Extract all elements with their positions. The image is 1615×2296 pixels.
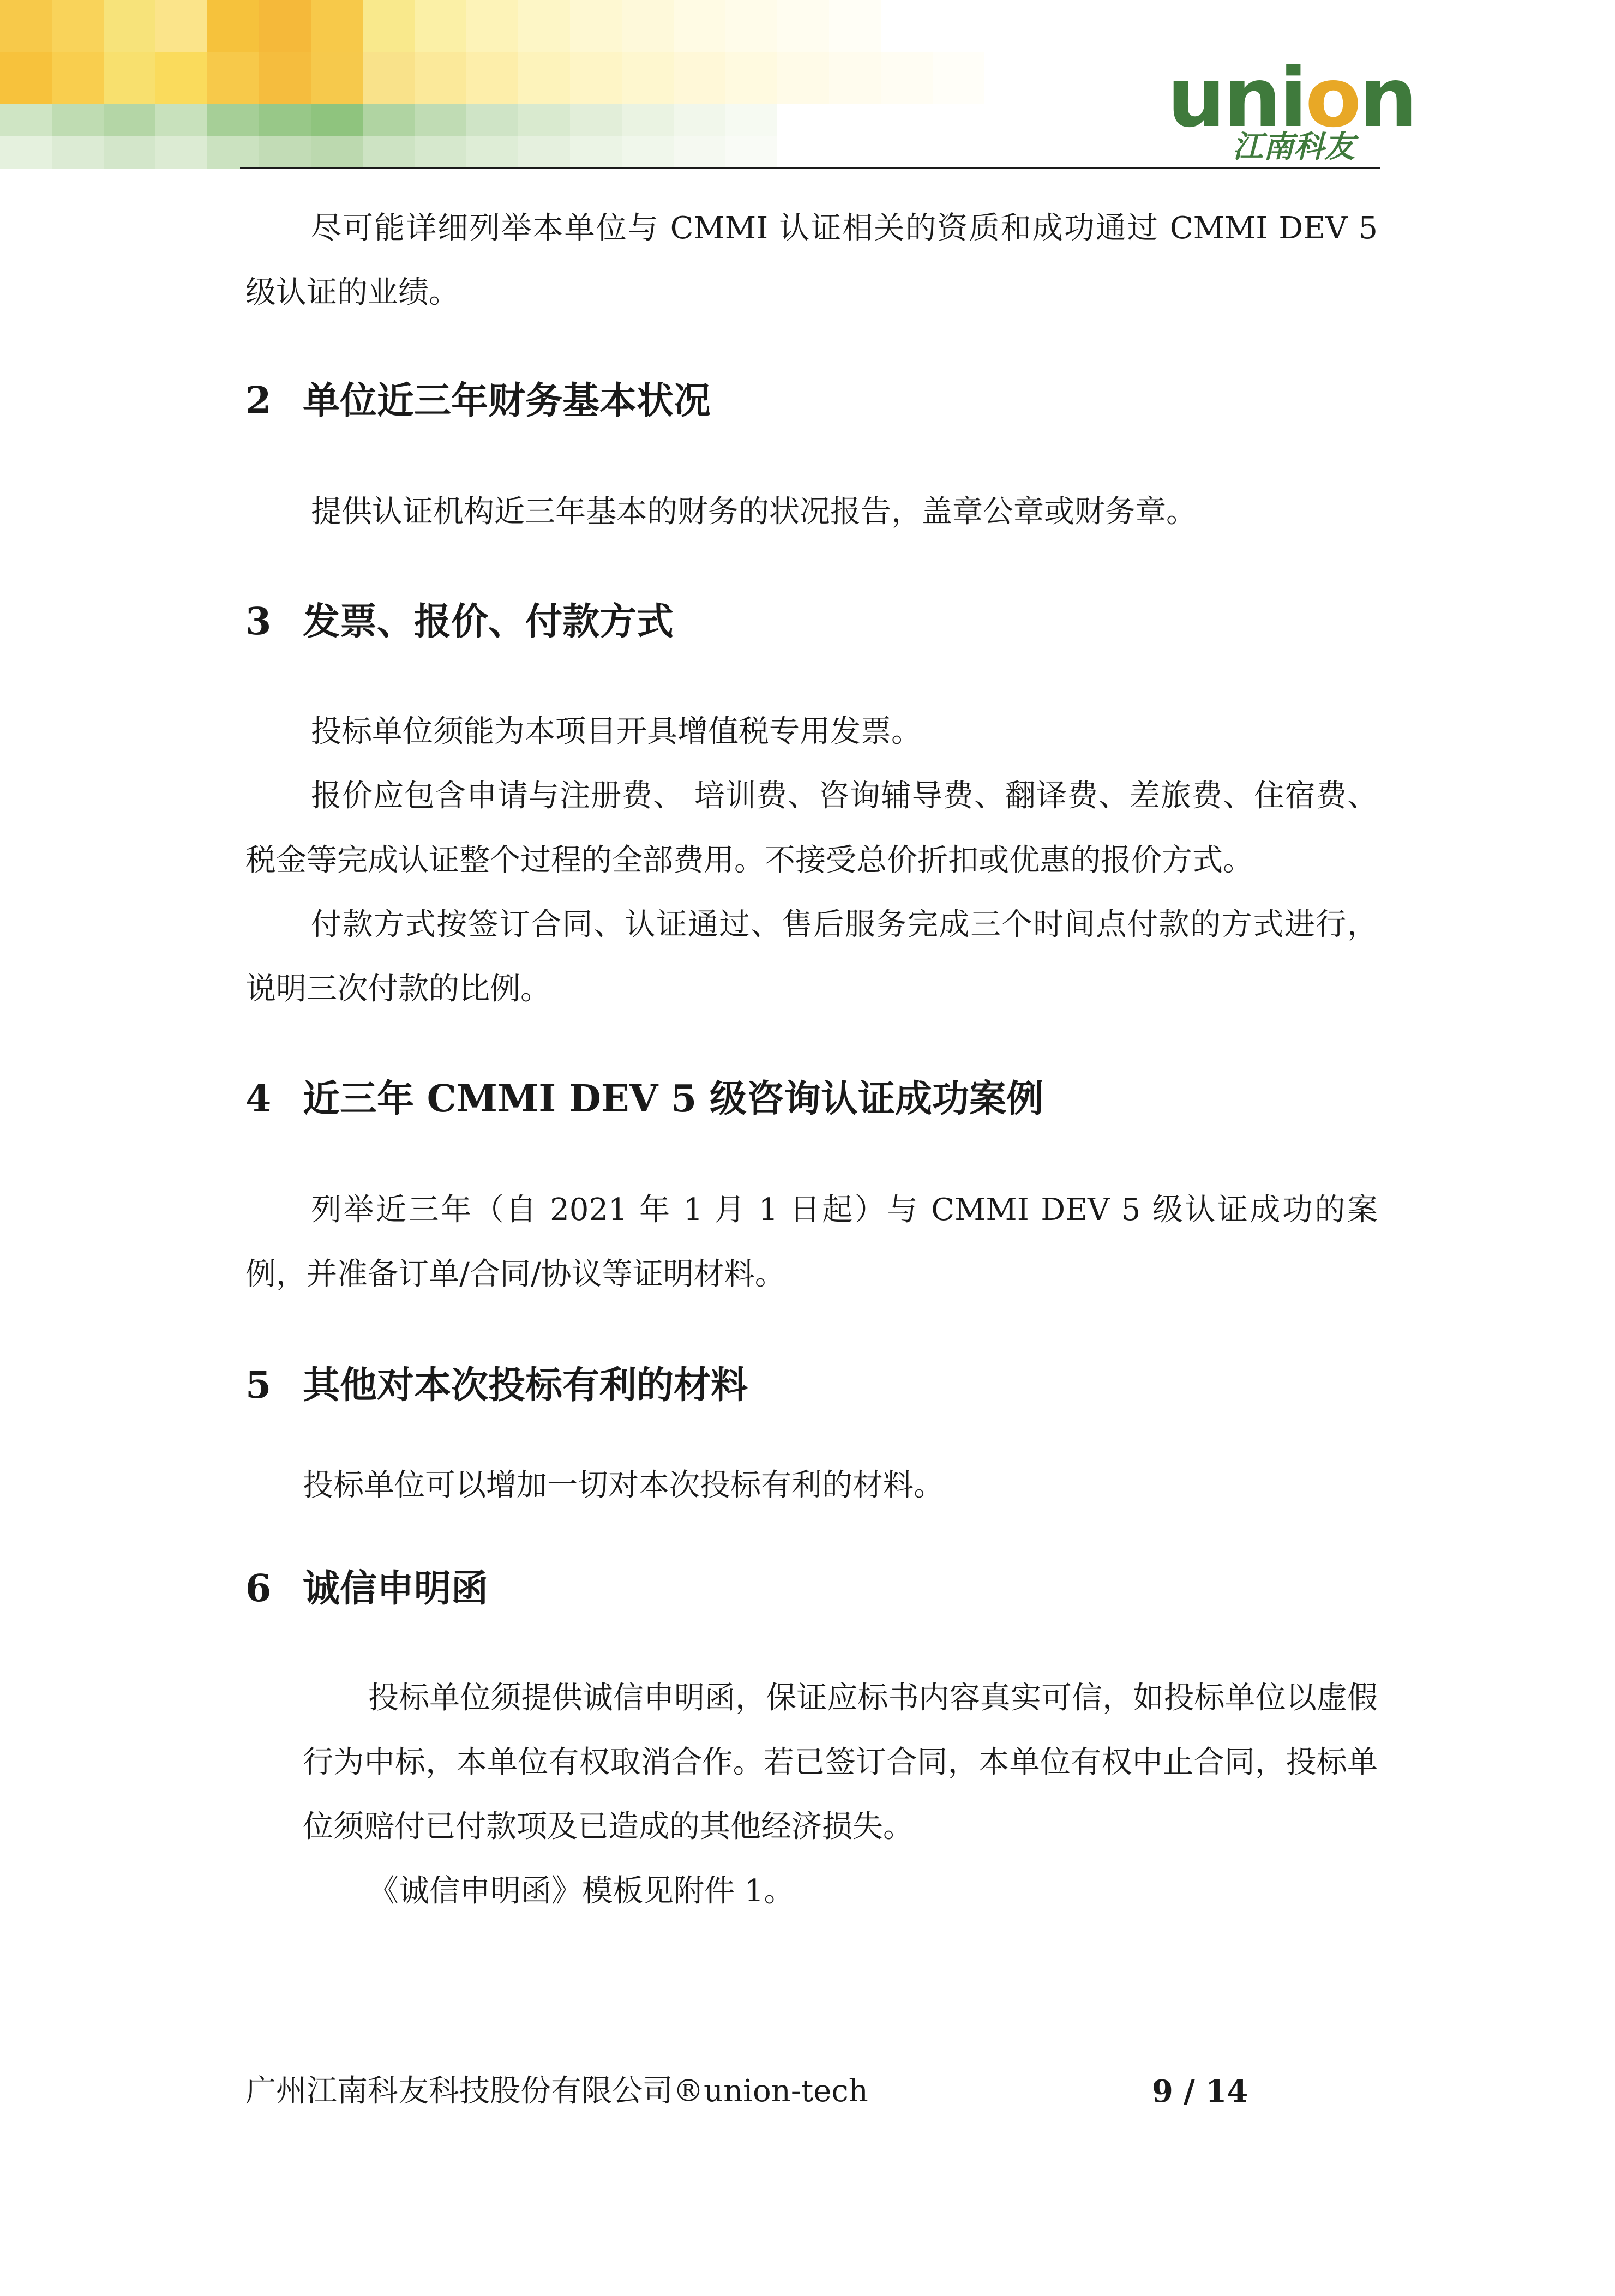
header-tile	[311, 0, 363, 52]
header-tile	[518, 104, 570, 136]
header-tile	[155, 104, 207, 136]
header-tile	[725, 104, 777, 136]
section-heading-4: 4 近三年 CMMI DEV 5 级咨询认证成功案例	[245, 1077, 1044, 1121]
header-tile	[259, 104, 311, 136]
header-tile	[466, 0, 518, 52]
header-tile	[52, 0, 104, 52]
header-tile	[207, 104, 259, 136]
logo-wordmark: union	[1167, 51, 1415, 146]
header-tile	[104, 52, 155, 104]
header-tile	[518, 52, 570, 104]
header-tile	[777, 52, 829, 104]
header-tile	[0, 0, 52, 52]
header-tile	[259, 52, 311, 104]
header-tile	[52, 52, 104, 104]
section-heading-5: 5 其他对本次投标有利的材料	[245, 1363, 748, 1407]
header-tile	[155, 52, 207, 104]
header-tile	[674, 136, 725, 169]
header-tile	[259, 136, 311, 169]
header-tile	[725, 52, 777, 104]
header-tile	[104, 104, 155, 136]
intro-paragraph: 尽可能详细列举本单位与 CMMI 认证相关的资质和成功通过 CMMI DEV 5 级认证的业绩。	[245, 211, 1378, 310]
header-tile	[725, 0, 777, 52]
section-6-paragraph-1: 投标单位须提供诚信申明函，保证应标书内容真实可信，如投标单位以虚假行为中标，本单位有权取消合作。若已签订合同，本单位有权中止合同，投标单位须赔付已付款项及已造成的其他经济损失。	[303, 1680, 1378, 1844]
header-tile	[881, 52, 933, 104]
header-tile	[622, 52, 674, 104]
section-heading-3: 3 发票、报价、付款方式	[245, 600, 674, 644]
header-tile	[155, 136, 207, 169]
header-tile	[104, 136, 155, 169]
header-tile	[0, 104, 52, 136]
header-tile	[466, 104, 518, 136]
header-tile	[363, 0, 415, 52]
header-tile	[52, 136, 104, 169]
section-6-paragraph-2: 《诚信申明函》模板见附件 1。	[368, 1873, 795, 1909]
company-logo	[1167, 51, 1415, 166]
header-tile	[415, 52, 466, 104]
header-tile	[363, 52, 415, 104]
header-tile	[311, 52, 363, 104]
section-3-paragraph-1: 投标单位须能为本项目开具增值税专用发票。	[311, 714, 922, 749]
header-tile	[829, 52, 881, 104]
header-tile	[311, 136, 363, 169]
header-tile	[518, 136, 570, 169]
header-tile	[363, 136, 415, 169]
section-3-paragraph-2: 报价应包含申请与注册费、 培训费、咨询辅导费、翻译费、差旅费、住宿费、税金等完成认证整个过程的全部费用。不接受总价折扣或优惠的报价方式。	[245, 778, 1378, 878]
header-tile	[415, 0, 466, 52]
header-tile	[207, 0, 259, 52]
header-tile	[674, 104, 725, 136]
header-tile	[415, 136, 466, 169]
section-4-paragraph: 列举近三年（自 2021 年 1 月 1 日起）与 CMMI DEV 5 级认证成功的案例，并准备订单/合同/协议等证明材料。	[245, 1192, 1378, 1292]
section-2-paragraph: 提供认证机构近三年基本的财务的状况报告，盖章公章或财务章。	[311, 494, 1197, 530]
header-divider	[240, 167, 1380, 169]
header-tile	[104, 0, 155, 52]
page-number: 9 / 14	[1151, 2073, 1248, 2109]
header-tile	[0, 136, 52, 169]
section-3-paragraph-3: 付款方式按签订合同、认证通过、售后服务完成三个时间点付款的方式进行，说明三次付款的比例。	[245, 907, 1378, 1007]
header-tile	[622, 136, 674, 169]
header-tile	[570, 104, 622, 136]
section-heading-6: 6 诚信申明函	[245, 1567, 489, 1610]
header-tile	[725, 136, 777, 169]
header-tile	[363, 104, 415, 136]
logo-chinese-name: 江南科友	[1233, 129, 1355, 165]
header-tile	[829, 0, 881, 52]
footer-company: 广州江南科友科技股份有限公司®union-tech	[245, 2073, 868, 2109]
header-tile	[570, 0, 622, 52]
header-tile	[415, 104, 466, 136]
header-tile	[311, 104, 363, 136]
section-heading-2: 2 单位近三年财务基本状况	[245, 379, 711, 423]
header-tile	[466, 136, 518, 169]
section-5-paragraph: 投标单位可以增加一切对本次投标有利的材料。	[303, 1468, 944, 1503]
header-decoration	[0, 0, 1036, 180]
header-tile	[52, 104, 104, 136]
header-tile	[674, 52, 725, 104]
header-tile	[518, 0, 570, 52]
header-tile	[777, 0, 829, 52]
header-tile	[933, 52, 984, 104]
header-tile	[570, 136, 622, 169]
header-tile	[155, 0, 207, 52]
header-tile	[622, 104, 674, 136]
header-tile	[207, 52, 259, 104]
header-tile	[466, 52, 518, 104]
header-tile	[0, 52, 52, 104]
header-tile	[207, 136, 259, 169]
header-tile	[259, 0, 311, 52]
header-tile	[674, 0, 725, 52]
header-tile	[570, 52, 622, 104]
header-tile	[622, 0, 674, 52]
